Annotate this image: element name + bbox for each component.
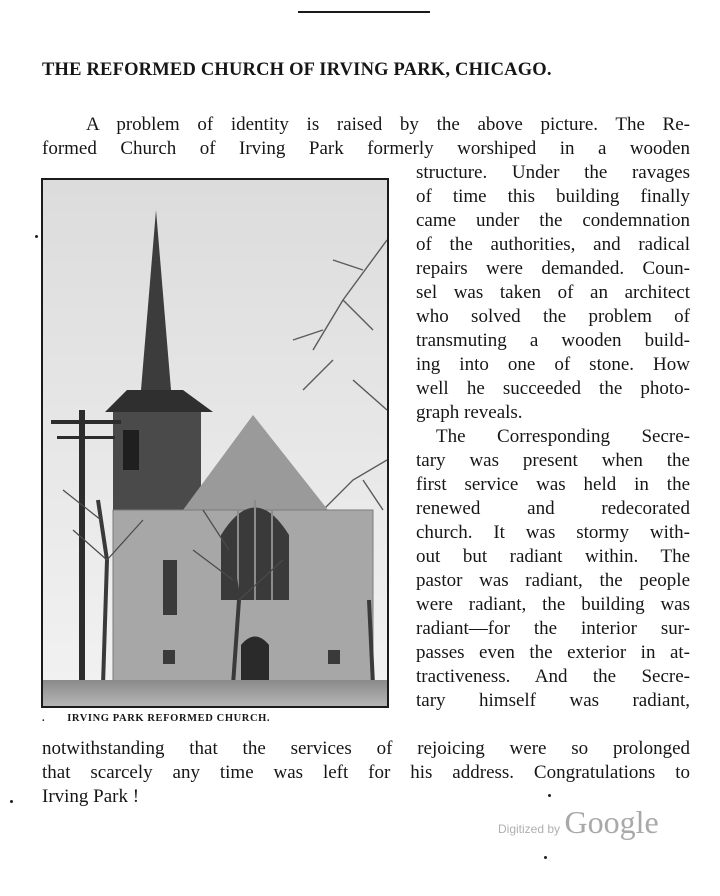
paragraph-line: formed Church of Irving Park formerly worshiped in a wooden xyxy=(42,138,690,159)
church-illustration xyxy=(43,180,387,706)
paragraph-line: tary himself was radiant, xyxy=(416,690,690,711)
paragraph-line: out but radiant within. The xyxy=(416,546,690,567)
paragraph-line: of time this building finally xyxy=(416,186,690,207)
paragraph-line: graph reveals. xyxy=(416,402,523,423)
paragraph-line: pastor was radiant, the people xyxy=(416,570,690,591)
watermark-prefix: Digitized by xyxy=(498,822,561,836)
top-divider-rule xyxy=(298,11,430,13)
paragraph-line: first service was held in the xyxy=(416,474,690,495)
paragraph-line: passes even the exterior in at- xyxy=(416,642,690,663)
caption-bullet: . xyxy=(42,713,46,724)
paragraph-line: transmuting a wooden build- xyxy=(416,330,690,351)
google-logo: Google xyxy=(564,804,659,840)
paragraph-line: renewed and redecorated xyxy=(416,498,690,519)
paragraph-line: structure. Under the ravages xyxy=(416,162,690,183)
digitized-watermark xyxy=(498,804,659,841)
paragraph-line: The Corresponding Secre- xyxy=(436,426,690,447)
paragraph-line: of the authorities, and radical xyxy=(416,234,690,255)
paragraph-line: church. It was stormy with- xyxy=(416,522,690,543)
paragraph-line: came under the condemnation xyxy=(416,210,690,231)
paragraph-line: notwithstanding that the services of rejoicing were so prolonged xyxy=(42,738,690,759)
paragraph-line: well he succeeded the photo- xyxy=(416,378,690,399)
church-photograph xyxy=(41,178,389,708)
paragraph-line: Irving Park ! xyxy=(42,786,140,807)
scan-speck xyxy=(10,800,13,803)
paragraph-line: sel was taken of an architect xyxy=(416,282,690,303)
paragraph-line: who solved the problem of xyxy=(416,306,690,327)
photo-caption xyxy=(42,713,392,724)
article-title: THE REFORMED CHURCH OF IRVING PARK, CHICAGO. xyxy=(42,60,552,80)
paragraph-line: repairs were demanded. Coun- xyxy=(416,258,690,279)
paragraph-line: that scarcely any time was left for his address. Congratulations to xyxy=(42,762,690,783)
scan-speck xyxy=(548,794,551,797)
paragraph-line: were radiant, the building was xyxy=(416,594,690,615)
paragraph-line: ing into one of stone. How xyxy=(416,354,690,375)
paragraph-line: A problem of identity is raised by the above picture. The Re- xyxy=(86,114,690,135)
scan-speck xyxy=(544,856,547,859)
scan-speck xyxy=(35,235,38,238)
photo-caption-text: IRVING PARK REFORMED CHURCH. xyxy=(67,713,271,724)
paragraph-line: tary was present when the xyxy=(416,450,690,471)
paragraph-line: tractiveness. And the Secre- xyxy=(416,666,690,687)
paragraph-line: radiant—for the interior sur- xyxy=(416,618,690,639)
